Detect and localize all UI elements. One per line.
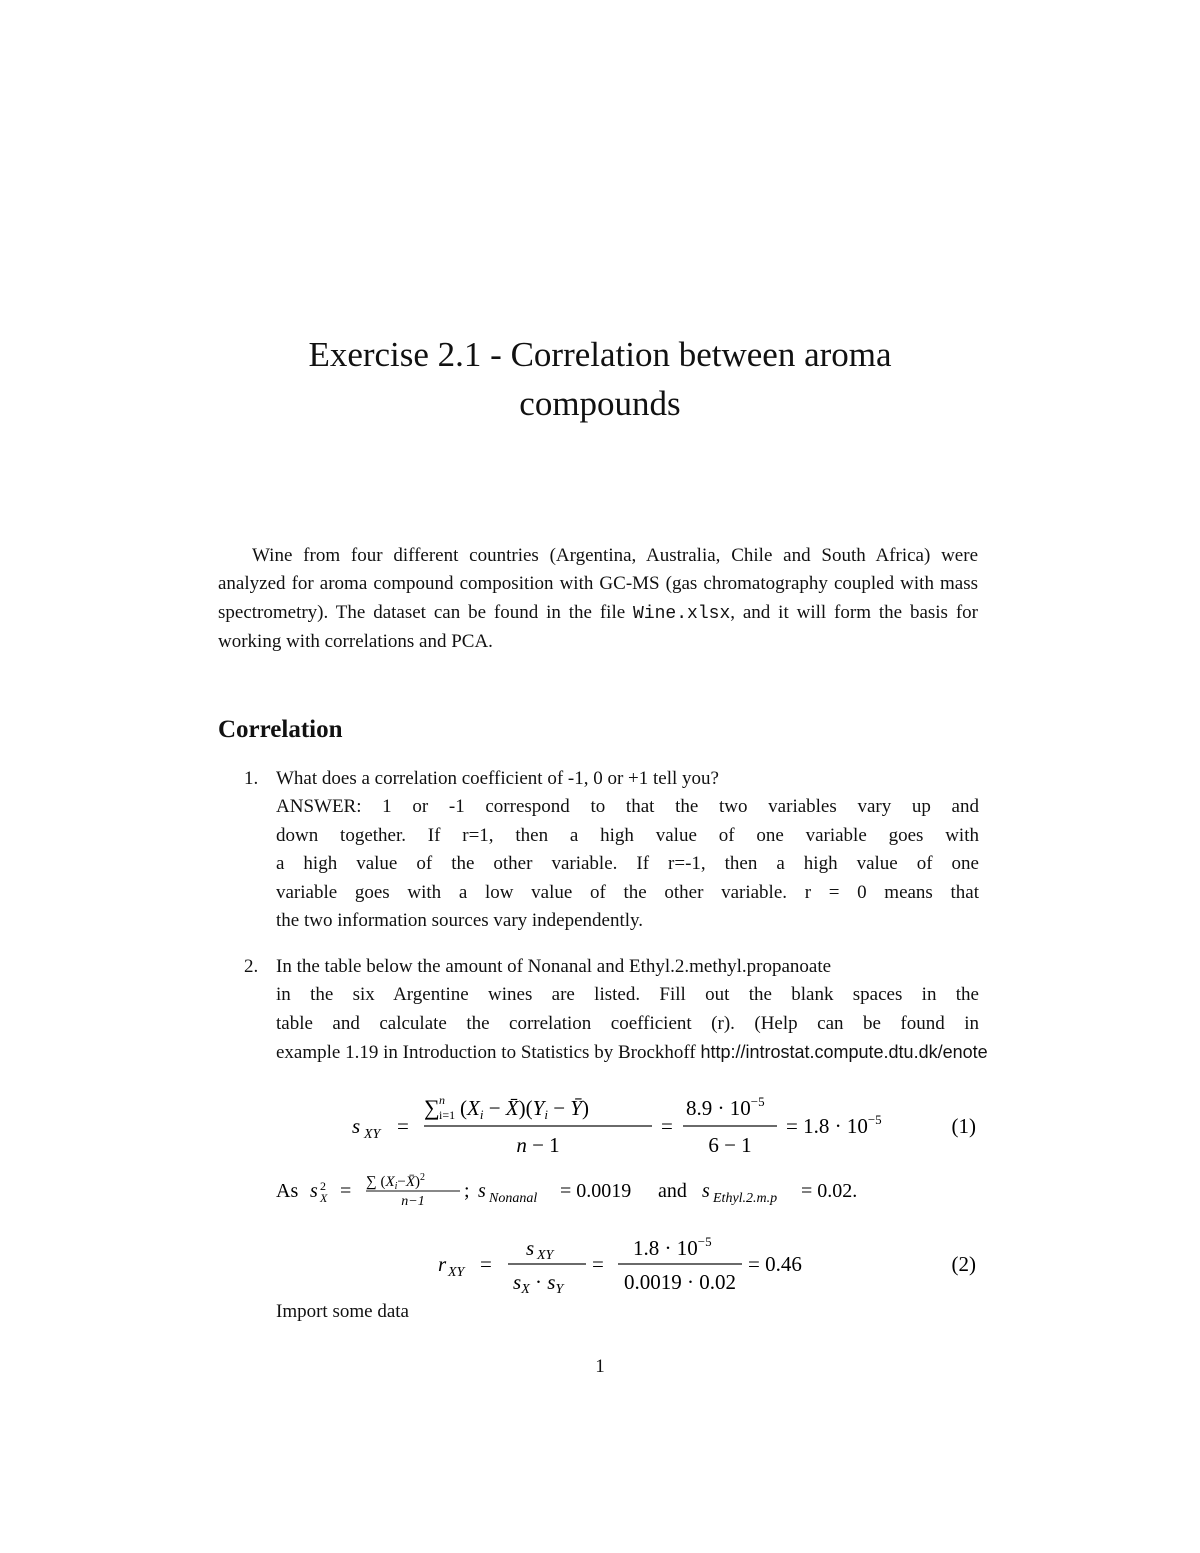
intro-paragraph <box>218 542 978 657</box>
eq1-lhs: s <box>352 1114 361 1138</box>
item-1-line-1: What does a correlation coefficient of -1, 0 or +1 tell you? <box>276 768 719 789</box>
equation-1 <box>340 1088 1000 1164</box>
eq1-frac2-den: 6 − 1 <box>708 1133 752 1157</box>
nonanal-sub: Nonanal <box>489 1191 538 1206</box>
intro-text-part2: , and it will form the basis for working with correlations and PCA. <box>218 601 978 653</box>
eq2-frac1-num: s <box>526 1236 535 1260</box>
item-1-line-5: variable goes with a low value of the other variable. r = 0 means that <box>276 881 979 903</box>
list-item-1 <box>244 765 979 935</box>
eq1-lhs-sub: XY <box>364 1127 381 1142</box>
list-item-number: 1. <box>244 768 259 789</box>
import-text: Import some data <box>276 1301 409 1322</box>
intro-text-part1: Wine from four different countries (Argentina, Australia, Chile and South Africa) were analyzed for aroma compound composition with GC-MS (gas chromatography coupled with mass spectrometry). The dataset can be found in the file <box>218 545 978 623</box>
eq2-frac1-den: sX · sY <box>513 1270 564 1297</box>
variance-sub: X <box>320 1191 328 1205</box>
title-line-1: Exercise 2.1 - Correlation between aroma <box>308 335 892 374</box>
variance-frac-den: n−1 <box>401 1194 425 1209</box>
eq2-lhs: r <box>438 1252 447 1276</box>
variance-prefix: As <box>276 1180 299 1202</box>
item-2-line-2: in the six Argentine wines are listed. Fill out the blank spaces in the <box>276 984 979 1006</box>
eq1-result: = $1.8 \cdot 10^{-5}$ <box>786 1112 882 1138</box>
item-2-line-4-text: example 1.19 in Introduction to Statistics by Brockhoff <box>276 1042 701 1064</box>
ethyl-value: = 0.02. <box>801 1180 858 1202</box>
item-2-line-3: table and calculate the correlation coefficient (r). (Help can be found in <box>276 1012 979 1034</box>
variance-frac-num: ∑ $(X_i-X̄)^2$ <box>366 1172 426 1192</box>
eq2-equals: = <box>480 1252 492 1276</box>
eq2-frac2-den: 0.0019 · 0.02 <box>624 1270 736 1294</box>
page-number: 1 <box>595 1356 605 1377</box>
eq1-number: (1) <box>951 1114 976 1138</box>
item-2-line-1: In the table below the amount of Nonanal and Ethyl.2.methyl.propanoate <box>276 956 832 977</box>
ethyl-s: s <box>702 1180 710 1202</box>
eq2-frac1-num-sub: XY <box>537 1248 554 1263</box>
variance-semicolon: ; <box>464 1180 470 1202</box>
section-heading: Correlation <box>218 716 343 743</box>
eq2-result: = 0.46 <box>748 1252 802 1276</box>
intro-filename: Wine.xlsx <box>633 603 731 624</box>
eq2-frac2-num: $1.8 \cdot 10^{-5}$ <box>633 1234 712 1260</box>
variance-equals: = <box>340 1180 352 1202</box>
eq1-sum-sub: i=1 <box>439 1108 456 1122</box>
eq2-number: (2) <box>951 1252 976 1276</box>
eq2-lhs-sub: XY <box>448 1265 465 1280</box>
item-2-line-4 <box>276 1038 988 1067</box>
document-title <box>0 330 1200 428</box>
title-line-2: compounds <box>519 384 681 423</box>
eq2-equals-2: = <box>592 1252 604 1276</box>
variance-and: and <box>658 1180 687 1202</box>
nonanal-value: = 0.0019 <box>560 1180 632 1202</box>
introstat-link[interactable]: http://introstat.compute.dtu.dk/enote <box>700 1042 988 1063</box>
eq1-equals-2: = <box>661 1114 673 1138</box>
eq1-sum-sup: n <box>439 1093 445 1107</box>
variance-s: s <box>310 1180 318 1202</box>
eq1-equals: = <box>397 1114 409 1138</box>
eq1-numerator: (Xi − X̄)(Yi − Ȳ) <box>460 1096 589 1122</box>
list-item-2 <box>244 953 1200 1068</box>
eq1-frac2-num: $8.9 \cdot 10^{-5}$ <box>686 1094 765 1120</box>
list-item-number: 2. <box>244 956 259 977</box>
nonanal-s: s <box>478 1180 486 1202</box>
variance-sup: 2 <box>320 1179 326 1193</box>
eq1-denominator: n − 1 <box>516 1133 560 1157</box>
eq1-sum-sign: ∑ <box>424 1095 440 1120</box>
ethyl-sub: Ethyl.2.m.p <box>713 1191 778 1206</box>
item-1-line-6: the two information sources vary independently. <box>276 910 644 932</box>
variance-line <box>274 1166 914 1210</box>
item-1-line-2: ANSWER: 1 or -1 correspond to that the two variables vary up and <box>276 796 979 818</box>
equation-2 <box>420 1228 1000 1298</box>
item-1-line-4: a high value of the other variable. If r=-1, then a high value of one <box>276 853 979 875</box>
item-1-line-3: down together. If r=1, then a high value of one variable goes with <box>276 824 979 846</box>
